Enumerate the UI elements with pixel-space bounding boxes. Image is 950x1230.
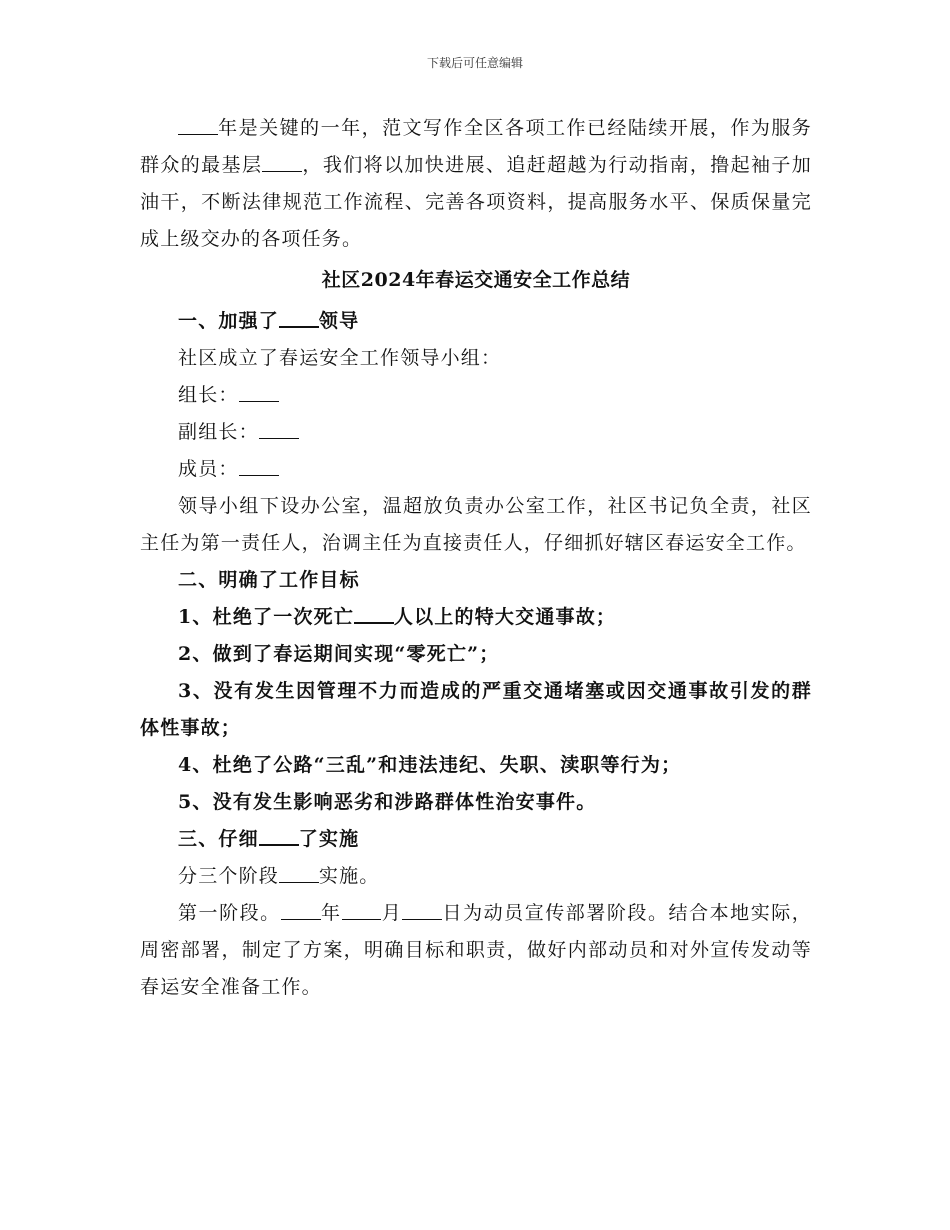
section2-item-5: 5、没有发生影响恶劣和涉路群体性治安事件。 — [178, 791, 597, 813]
section2-item-2: 2、做到了春运期间实现“零死亡”； — [178, 643, 500, 665]
blank-line — [279, 864, 319, 883]
blank-line — [342, 901, 382, 920]
section2-item-1 — [140, 599, 812, 636]
stage1-text-d: 日为动员宣传部署阶段。结合本地实际，周密部署，制定了方案，明确目标和职责，做好内部动员和对外宣传发动等春运安全准备工作。 — [140, 902, 812, 998]
deputy-line — [140, 414, 812, 451]
blank-line — [259, 826, 299, 846]
intro-text-part-1: 年是关键的一年，范文写作全区各项工作已经陆续开展，作为服务群众的最基层 — [140, 117, 812, 176]
document-body — [140, 110, 812, 1006]
members-line — [140, 451, 812, 488]
stage1-text-a: 第一阶段。 — [178, 902, 281, 924]
section3-line1-text-b: 实施。 — [318, 865, 380, 887]
document-title: 社区2024年春运交通安全工作总结 — [321, 269, 631, 291]
members-label: 成员： — [178, 458, 239, 480]
item1-text-a: 1、杜绝了一次死亡 — [178, 606, 355, 628]
blank-line — [354, 604, 394, 624]
item1-text-b: 人以上的特大交通事故； — [393, 606, 617, 628]
section2-item-3: 3、没有发生因管理不力而造成的严重交通堵塞或因交通事故引发的群体性事故； — [140, 680, 812, 739]
leader-label: 组长： — [178, 384, 239, 406]
blank-line — [239, 383, 279, 402]
section3-heading — [140, 821, 812, 858]
section3-line1 — [140, 858, 812, 895]
section2-heading: 二、明确了工作目标 — [178, 569, 360, 591]
stage1-paragraph — [140, 895, 812, 1006]
stage1-text-b: 年 — [320, 902, 342, 924]
blank-line — [259, 420, 299, 439]
section1-heading-text-b: 领导 — [318, 310, 360, 332]
section3-line1-text-a: 分三个阶段 — [178, 865, 280, 887]
section1-heading-text-a: 一、加强了 — [178, 310, 280, 332]
blank-line — [281, 901, 321, 920]
section3-heading-text-a: 三、仔细 — [178, 828, 259, 850]
deputy-label: 副组长： — [178, 421, 259, 443]
blank-line — [262, 153, 302, 172]
page-header-note: 下载后可任意编辑 — [426, 56, 523, 70]
blank-line — [178, 116, 218, 135]
section3-heading-text-b: 了实施 — [298, 828, 360, 850]
intro-text-part-2: ，我们将以加快进展、追赶超越为行动指南，撸起袖子加油干，不断法律规范工作流程、完善各项资料，提高服务水平、保质保量完成上级交办的各项任务。 — [140, 154, 812, 250]
section2-item-4: 4、杜绝了公路“三乱”和违法违纪、失职、渎职等行为； — [178, 754, 682, 776]
section1-line1: 社区成立了春运安全工作领导小组： — [178, 347, 502, 369]
intro-paragraph — [140, 110, 812, 258]
blank-line — [402, 901, 442, 920]
leader-line — [140, 377, 812, 414]
stage1-text-c: 月 — [381, 902, 403, 924]
blank-line — [239, 457, 279, 476]
section1-heading — [140, 303, 812, 340]
section1-paragraph: 领导小组下设办公室，温超放负责办公室工作，社区书记负全责，社区主任为第一责任人，治调主任为直接责任人，仔细抓好辖区春运安全工作。 — [140, 495, 812, 554]
blank-line — [279, 308, 319, 328]
